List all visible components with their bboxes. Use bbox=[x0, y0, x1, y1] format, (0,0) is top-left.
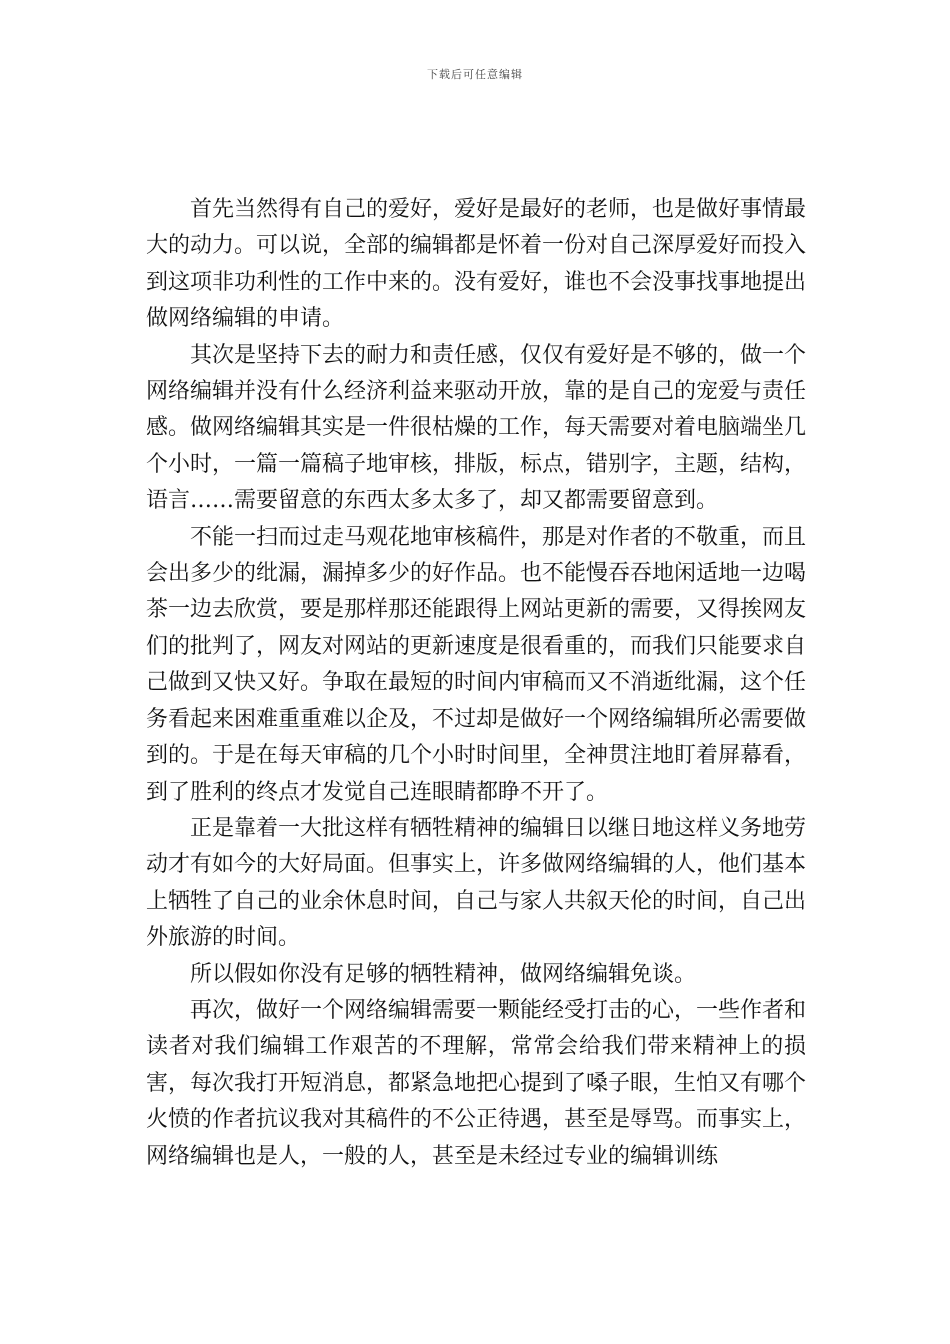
paragraph: 正是靠着一大批这样有牺牲精神的编辑日以继日地这样义务地劳动才有如今的大好局面。但事实上，许多做网络编辑的人，他们基本上牺牲了自己的业余休息时间，自己与家人共叙天伦的时间，自己出外旅游的时间。 bbox=[146, 815, 807, 951]
paragraph: 再次，做好一个网络编辑需要一颗能经受打击的心，一些作者和读者对我们编辑工作艰苦的不理解，常常会给我们带来精神上的损害，每次我打开短消息，都紧急地把心提到了嗓子眼，生怕又有哪个火愤的作者抗议我对其稿件的不公正待遇，甚至是辱骂。而事实上，网络编辑也是人，一般的人，甚至是未经过专业的编辑训练 bbox=[146, 997, 807, 1169]
paragraph: 所以假如你没有足够的牺牲精神，做网络编辑免谈。 bbox=[190, 961, 697, 987]
paragraph: 不能一扫而过走马观花地审核稿件，那是对作者的不敬重，而且会出多少的纰漏，漏掉多少的好作品。也不能慢吞吞地闲适地一边喝茶一边去欣赏，要是那样那还能跟得上网站更新的需要，又得挨网友们的批判了，网友对网站的更新速度是很看重的，而我们只能要求自己做到又快又好。争取在最短的时间内审稿而又不消逝纰漏，这个任务看起来困难重重难以企及，不过却是做好一个网络编辑所必需要做到的。于是在每天审稿的几个小时时间里，全神贯注地盯着屏幕看，到了胜利的终点才发觉自己连眼睛都睁不开了。 bbox=[146, 524, 807, 805]
document-body bbox=[146, 192, 806, 1175]
paragraph: 其次是坚持下去的耐力和责任感，仅仅有爱好是不够的，做一个网络编辑并没有什么经济利益来驱动开放，靠的是自己的宠爱与责任感。做网络编辑其实是一件很枯燥的工作，每天需要对着电脑端坐几个小时，一篇一篇稿子地审核，排版，标点，错别字，主题，结构，语言……需要留意的东西太多太多了，却又都需要留意到。 bbox=[146, 342, 807, 514]
paragraph: 首先当然得有自己的爱好，爱好是最好的老师，也是做好事情最大的动力。可以说，全部的编辑都是怀着一份对自己深厚爱好而投入到这项非功利性的工作中来的。没有爱好，谁也不会没事找事地提出做网络编辑的申请。 bbox=[146, 197, 807, 332]
page-header: 下载后可任意编辑 bbox=[427, 68, 523, 81]
